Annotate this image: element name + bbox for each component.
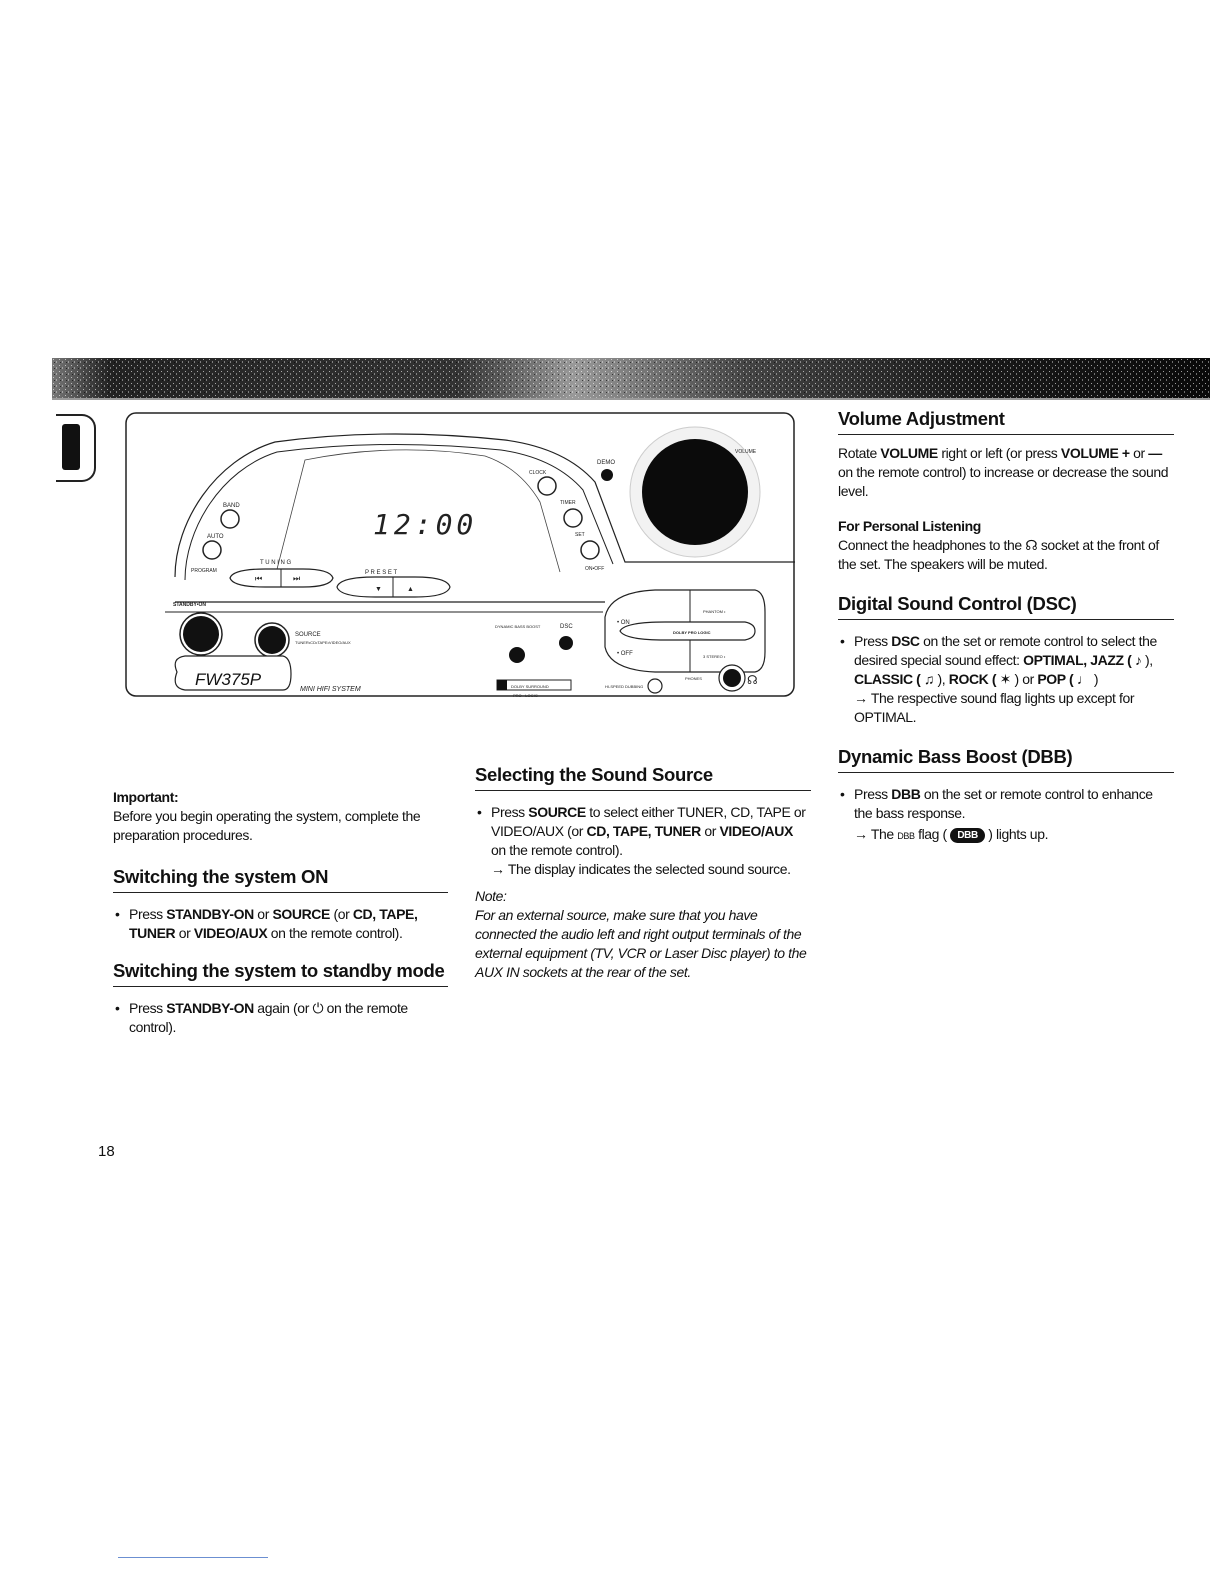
volume-label: VOLUME: [735, 449, 757, 455]
standby-instruction: • Press STANDBY-ON again (or ⏻ on the remote control).: [113, 999, 448, 1037]
important-label: Important:: [113, 789, 179, 805]
standby-label: STANDBY•ON: [173, 602, 207, 608]
demo-label: DEMO: [597, 460, 615, 466]
switch-on-heading: Switching the system ON: [113, 867, 448, 893]
clock-label: CLOCK: [529, 470, 547, 476]
personal-listening-text: Connect the headphones to the ☊ socket at the front of the set. The speakers will be muted.: [838, 537, 1159, 572]
svg-text:⏭: ⏭: [293, 574, 301, 583]
source-sub-label: TUNER•CD•TAPE•VIDEO/AUX: [295, 640, 351, 645]
tuning-label: T U N I N G: [260, 560, 292, 566]
source-label: SOURCE: [295, 632, 321, 638]
right-column: [838, 409, 1174, 846]
footer-rule: [118, 1557, 268, 1558]
sound-source-heading: Selecting the Sound Source: [475, 765, 811, 791]
note-text: For an external source, make sure that you have connected the audio left and right output terminals of the external equipment (TV, VCR or Laser Disc player) to the AUX IN sockets at the rear of the set.: [475, 907, 807, 980]
dubbing-label: HI-SPEED DUBBING: [605, 684, 644, 689]
important-text: Before you begin operating the system, complete the preparation procedures.: [113, 808, 421, 843]
dbb-device-label: DYNAMIC BASS BOOST: [495, 624, 541, 629]
classic-icon: ♫: [923, 671, 935, 687]
pro-logic-label: PRO • LOGIC: [513, 693, 538, 697]
set-label: SET: [575, 532, 585, 538]
dbb-flag-icon: DBB: [950, 828, 984, 843]
left-column: [113, 788, 448, 1037]
volume-text: Rotate VOLUME right or left (or press VOLUME + or — on the remote control) to increase or decrease the sound level.: [838, 445, 1169, 499]
sound-source-instruction: • Press SOURCE to select either TUNER, CD, TAPE or VIDEO/AUX (or CD, TAPE, TUNER or VIDEO/AUX on the remote control). → The display indicates the selected sound source.: [475, 803, 811, 879]
page-number: 18: [98, 1143, 115, 1160]
timer-label: TIMER: [560, 500, 576, 506]
svg-text:▼: ▼: [375, 586, 382, 593]
model-name: FW375P: [195, 670, 262, 689]
switch-on-instruction: • Press STANDBY-ON or SOURCE (or CD, TAPE, TUNER or VIDEO/AUX on the remote control).: [113, 905, 448, 943]
jazz-icon: ♪: [1134, 652, 1142, 668]
mini-hifi-label: MINI HIFI SYSTEM: [300, 686, 361, 693]
svg-text:▲: ▲: [407, 586, 414, 593]
dbb-result: → The DBB flag ( DBB ) lights up.: [854, 826, 1049, 842]
dsc-device-label: DSC: [560, 624, 573, 630]
headphone-icon: ☊: [747, 673, 758, 687]
on-label: • ON: [617, 620, 630, 626]
power-icon: ⏻: [312, 1000, 324, 1016]
device-front-panel-illustration: [125, 412, 795, 697]
on-off-label: ON•OFF: [585, 566, 605, 572]
note-label: Note:: [475, 888, 507, 904]
header-banner: [52, 358, 1210, 400]
dsc-heading: Digital Sound Control (DSC): [838, 594, 1174, 620]
dsc-result: → The respective sound flag lights up except for OPTIMAL.: [854, 690, 1135, 725]
dolby-surround-label: DOLBY SURROUND: [511, 684, 549, 689]
volume-heading: Volume Adjustment: [838, 409, 1174, 435]
band-label: BAND: [223, 503, 240, 509]
dolby-pro-logic-label: DOLBY PRO LOGIC: [673, 630, 711, 635]
svg-text:⏮: ⏮: [255, 574, 263, 583]
dbb-instruction: • Press DBB on the set or remote control to enhance the bass response. → The DBB flag ( DBB ) lights up.: [838, 785, 1174, 846]
dbb-heading: Dynamic Bass Boost (DBB): [838, 747, 1174, 773]
pop-icon: ♩: [1076, 671, 1091, 687]
off-label: • OFF: [617, 651, 633, 657]
standby-heading: Switching the system to standby mode: [113, 961, 448, 987]
phantom-label: PHANTOM •: [703, 609, 726, 614]
sound-source-result: → The display indicates the selected sound source.: [491, 861, 791, 877]
rock-icon: ✶: [999, 671, 1011, 687]
section-tab-icon: [56, 414, 96, 482]
dsc-instruction: • Press DSC on the set or remote control to select the desired special sound effect: OPTIMAL, JAZZ ( ♪ ), CLASSIC ( ♫ ), ROCK ( ✶ ) or POP ( ♩ ) → The respective sound flag lights up except for OPTIMAL.: [838, 632, 1174, 727]
display-time: 12:00: [373, 508, 478, 541]
personal-listening-label: For Personal Listening: [838, 518, 981, 534]
program-label: PROGRAM: [191, 568, 217, 574]
auto-label: AUTO: [207, 534, 224, 540]
phones-label: PHONES: [685, 676, 702, 681]
preset-label: P R E S E T: [365, 570, 398, 576]
middle-column: [475, 765, 811, 982]
three-stereo-label: 3 STEREO •: [703, 654, 726, 659]
headphone-icon: ☊: [1025, 537, 1038, 553]
